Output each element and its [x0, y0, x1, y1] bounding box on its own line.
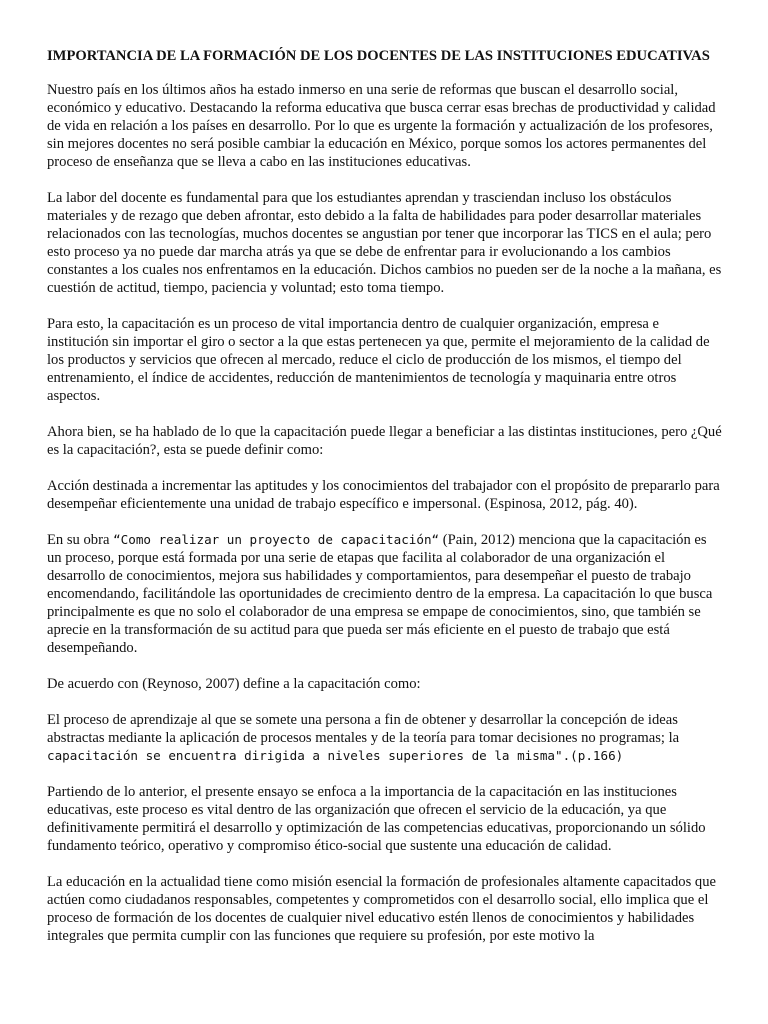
- paragraph-pain-lead: En su obra: [47, 532, 114, 548]
- paragraph-teacher-role: La labor del docente es fundamental para que los estudiantes aprendan y trasciendan incluso los obstáculos materiales y de rezago que deben afrontar, esto debido a la falta de habilidades para poder desarrollar materiales relacionados con las tecnologías, muchos docentes se angustian por tener que incorporar las TICS en el aula; pero esto proceso ya no puede dar marcha atrás ya que se debe de enfrentar para ir evolucionando a los cambios constantes a los cuales nos enfrentamos en la educación. Dichos cambios no pueden ser de la noche a la mañana, es cuestión de actitud, tiempo, paciencia y voluntad; esto toma tiempo.: [47, 190, 722, 296]
- paragraph-reynoso-lead: El proceso de aprendizaje al que se somete una persona a fin de obtener y desarrollar la concepción de ideas abstractas mediante la aplicación de procesos mentales y de la teoría para tomar decisiones no programas; la: [47, 712, 680, 746]
- paragraph-reynoso-definition: [47, 711, 723, 765]
- paragraph-pain-tail: (Pain, 2012) menciona que la capacitación es un proceso, porque está formada por una serie de etapas que facilita al colaborador de una organización el desarrollo de conocimientos, mejora sus habilidades y comportamientos, para desempeñar el puesto de trabajo encomendando, facilitándole las oportunidades de crecimiento dentro de la empresa. La capacitación lo que busca principalmente es que no solo el colaborador de una empresa se empape de conocimientos, sino, que también se aprecie en la transformación de su actitud para que pueda ser más eficiente en el puesto de trabajo que está desempeñando.: [47, 532, 713, 656]
- book-title-quote: “Como realizar un proyecto de capacitación“: [113, 532, 440, 547]
- paragraph-pain-citation: [47, 531, 723, 657]
- paragraph-essay-focus: Partiendo de lo anterior, el presente ensayo se enfoca a la importancia de la capacitación en las instituciones educativas, este proceso es vital dentro de las organización que ofrecen el servicio de la educación, ya que definitivamente permitirá el desarrollo y optimización de las competencias educativas, proporcionando un sólido fundamento teórico, operativo y compromiso ético-social que sustente una educación de calidad.: [47, 784, 706, 854]
- paragraph-espinosa-definition: Acción destinada a incrementar las aptitudes y los conocimientos del trabajador con el propósito de prepararlo para desempeñar eficientemente una unidad de trabajo específico e impersonal. (Espinosa, 2012, pág. 40).: [47, 478, 720, 512]
- paragraph-education-mission: La educación en la actualidad tiene como misión esencial la formación de profesionales altamente capacitados que actúen como ciudadanos responsables, competentes y comprometidos con el desarrollo social, ello implica que el proceso de formación de los docentes de cualquier nivel educativo estén llenos de conocimientos y habilidades integrales que permita cumplir con las funciones que requiere su profesión, por este motivo la: [47, 874, 716, 944]
- document-title: IMPORTANCIA DE LA FORMACIÓN DE LOS DOCENTES DE LAS INSTITUCIONES EDUCATIVAS: [47, 48, 710, 64]
- paragraph-reynoso-intro: De acuerdo con (Reynoso, 2007) define a la capacitación como:: [47, 676, 421, 692]
- reynoso-quote-end: capacitación se encuentra dirigida a niveles superiores de la misma".(p.166): [47, 748, 624, 763]
- paragraph-training-importance: Para esto, la capacitación es un proceso de vital importancia dentro de cualquier organización, empresa e institución sin importar el giro o sector a la que estas pertenecen ya que, permite el mejoramiento de la calidad de los productos y servicios que ofrecen al mercado, reduce el ciclo de producción de los mismos, el tiempo del entrenamiento, el índice de accidentes, reducción de mantenimientos de tecnología y maquinaria entre otros aspectos.: [47, 316, 710, 404]
- paragraph-intro-reforms: Nuestro país en los últimos años ha estado inmerso en una serie de reformas que buscan el desarrollo social, económico y educativo. Destacando la reforma educativa que busca cerrar esas brechas de productividad y calidad de vida en relación a los países en desarrollo. Por lo que es urgente la formación y actualización de los profesores, sin mejores docentes no será posible cambiar la educación en México, porque somos los actores permanentes del proceso de enseñanza que se lleva a cabo en las instituciones educativas.: [47, 82, 716, 170]
- document-body: [47, 47, 723, 963]
- paragraph-what-is-training: Ahora bien, se ha hablado de lo que la capacitación puede llegar a beneficiar a las distintas instituciones, pero ¿Qué es la capacitación?, esta se puede definir como:: [47, 424, 722, 458]
